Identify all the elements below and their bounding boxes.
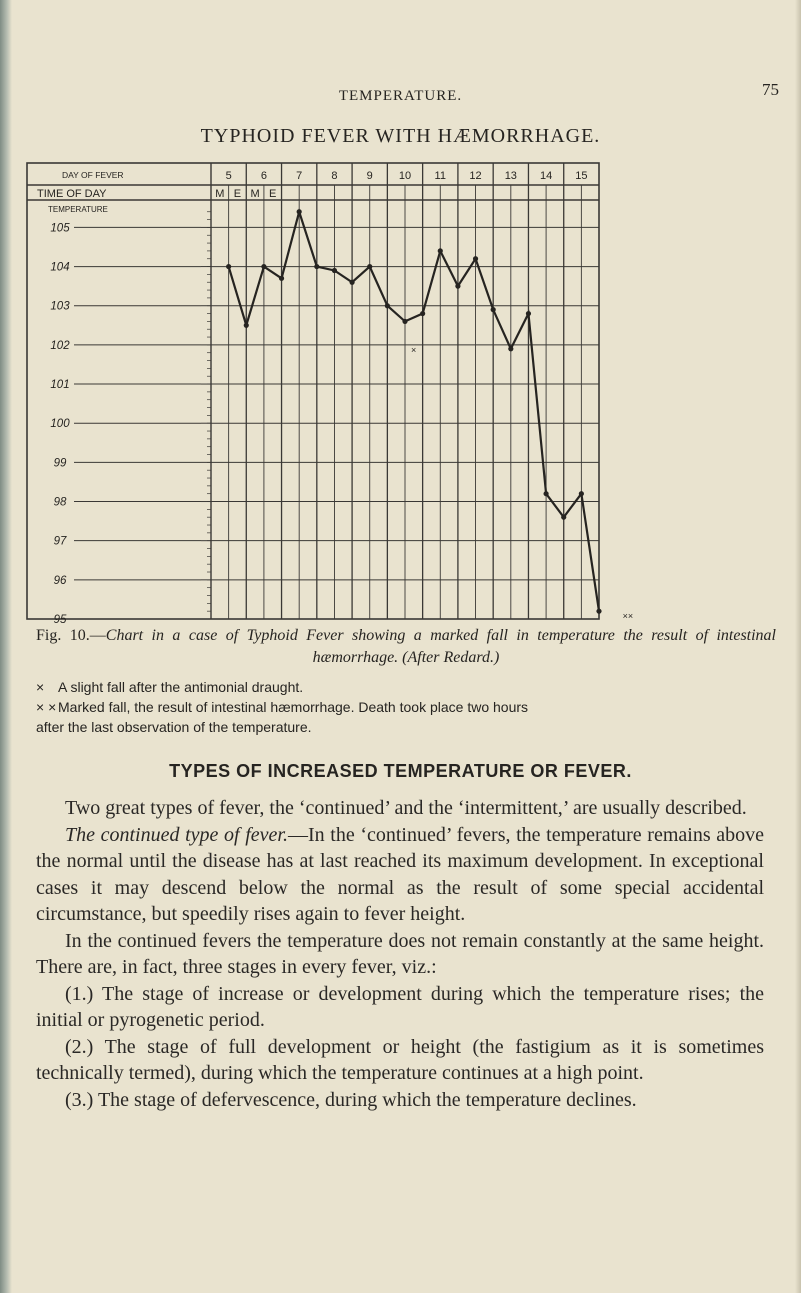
- paragraph: [36, 928, 764, 981]
- temperature-point: [332, 268, 337, 273]
- figure-note-continuation: after the last observation of the temperature.: [36, 719, 312, 735]
- day-number: 11: [434, 170, 446, 182]
- temperature-point: [279, 276, 284, 281]
- day-number: 14: [539, 170, 553, 182]
- note-mark: × ×: [36, 699, 57, 715]
- time-of-day-letter: E: [269, 188, 277, 200]
- time-of-day-letter: M: [215, 188, 225, 200]
- figure-note: [36, 677, 776, 697]
- y-tick-label: 97: [53, 535, 67, 548]
- temperature-point: [579, 491, 584, 496]
- y-tick-label: 96: [53, 574, 67, 587]
- temperature-point: [561, 515, 566, 520]
- day-number: 7: [296, 170, 303, 182]
- paragraph-text: (1.) The stage of increase or development during which the temperature rises; the initial or pyrogenetic period.: [36, 982, 764, 1031]
- temperature-point: [367, 264, 372, 269]
- note-text: Marked fall, the result of intestinal hæmorrhage. Death took place two hours: [58, 699, 529, 715]
- paragraph: [36, 1087, 764, 1114]
- day-number: 13: [504, 170, 517, 182]
- time-of-day-letter: M: [250, 188, 260, 200]
- temperature-point: [455, 284, 460, 289]
- day-number: 6: [260, 170, 267, 182]
- temperature-point: [261, 264, 266, 269]
- y-tick-label: 98: [53, 496, 67, 509]
- temperature-point: [297, 209, 302, 214]
- y-tick-label: 105: [50, 222, 70, 235]
- paragraph-text: Two great types of fever, the ‘continued’ and the ‘intermittent,’ are usually described.: [65, 797, 747, 819]
- temperature-label: TEMPERATURE: [48, 205, 108, 214]
- temperature-point: [349, 280, 354, 285]
- figure-caption: Fig. 10.—Chart in a case of Typhoid Fever showing a marked fall in temperature the result of intestinal hæmorrhage. (After Redard.): [36, 627, 777, 666]
- body-text: [36, 795, 764, 1113]
- y-tick-label: 100: [50, 418, 70, 431]
- temperature-point: [491, 307, 496, 312]
- paragraph: [36, 981, 764, 1034]
- section-heading: TYPES OF INCREASED TEMPERATURE OR FEVER.: [169, 761, 632, 781]
- y-tick-label: 103: [50, 300, 70, 313]
- day-number: 12: [469, 170, 482, 182]
- y-tick-label: 95: [53, 614, 67, 625]
- time-of-day-label: TIME OF DAY: [37, 188, 107, 200]
- temperature-line: [229, 212, 599, 611]
- figure-caption-label: Fig. 10.: [36, 627, 90, 644]
- figure-caption-text: Chart in a case of Typhoid Fever showing a marked fall in temperature the result of intestinal hæmorrhage. (After Redard.): [105, 627, 777, 666]
- note-mark: ×: [36, 679, 45, 695]
- temperature-point: [473, 256, 478, 261]
- y-tick-label: 101: [50, 379, 70, 392]
- day-number: 8: [331, 170, 338, 182]
- day-number: 9: [366, 170, 373, 182]
- temperature-point: [420, 311, 425, 316]
- temperature-point: [508, 346, 513, 351]
- temperature-point: [526, 311, 531, 316]
- paragraph-text: (3.) The stage of defervescence, during which the temperature declines.: [65, 1088, 637, 1111]
- chart-frame: [27, 163, 599, 619]
- day-number: 5: [225, 170, 232, 182]
- chart-title: TYPHOID FEVER WITH HÆMORRHAGE.: [200, 125, 601, 147]
- figure-note: [36, 697, 776, 717]
- temperature-point: [543, 491, 548, 496]
- temperature-point: [314, 264, 319, 269]
- temperature-point: [438, 248, 443, 253]
- temperature-point: [226, 264, 231, 269]
- paragraph-text: —In the ‘continued’ fevers, the temperature remains above the normal until the disease has at last reached its maximum development. In exceptional cases it may descend below the normal as the result of some special accidental circumstance, but speedily rises again to fever height.: [36, 823, 764, 925]
- y-tick-label: 102: [50, 339, 70, 352]
- temperature-point: [385, 303, 390, 308]
- paragraph-text: (2.) The stage of full development or height (the fastigium as it is sometimes technically termed), during which the temperature continues at a high point.: [36, 1035, 764, 1084]
- day-number: 10: [398, 170, 412, 182]
- note-text: A slight fall after the antimonial draught.: [58, 679, 304, 695]
- temperature-point: [402, 319, 407, 324]
- temperature-point: [244, 323, 249, 328]
- paragraph-lead: The continued type of fever.: [65, 823, 288, 846]
- running-head: TEMPERATURE.: [338, 88, 463, 104]
- paragraph: [36, 1034, 764, 1087]
- paragraph-text: In the continued fevers the temperature does not remain constantly at the same height. There are, in fact, three stages in every fever, viz.:: [36, 929, 764, 978]
- y-tick-label: 99: [53, 457, 67, 470]
- day-of-fever-label: DAY OF FEVER: [62, 170, 124, 180]
- temperature-point: [596, 609, 601, 614]
- paragraph: [36, 822, 764, 928]
- time-of-day-letter: E: [233, 188, 242, 200]
- page-number: 75: [762, 80, 779, 99]
- temperature-chart: [0, 0, 801, 625]
- y-tick-label: 104: [50, 261, 70, 274]
- chart-annotation: ××: [622, 611, 634, 622]
- day-number: 15: [575, 170, 588, 182]
- chart-annotation: ×: [411, 344, 417, 355]
- paragraph: [36, 795, 764, 822]
